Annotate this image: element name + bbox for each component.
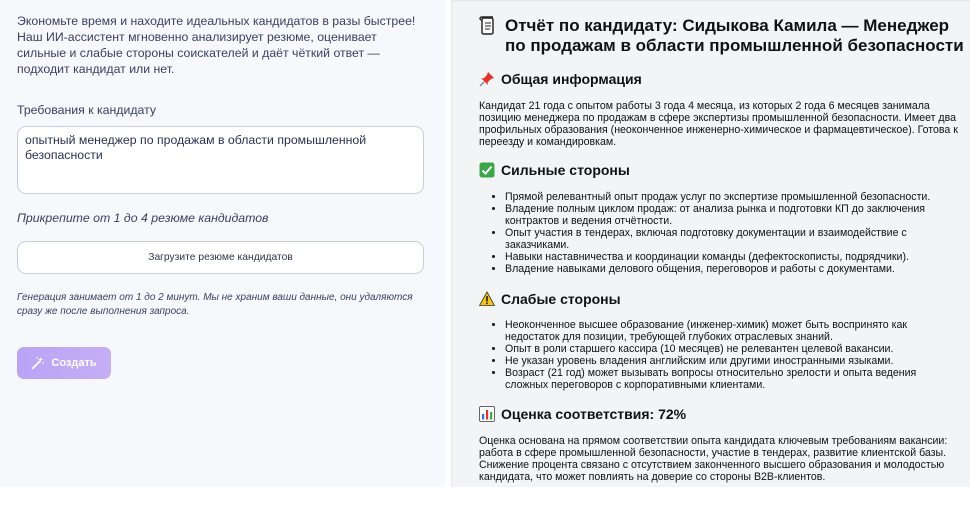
check-mark-icon: [479, 162, 495, 178]
requirements-label: Требования к кандидату: [17, 103, 156, 117]
list-item: • Навыки наставничества и координации команды (дефектоскописты, подрядчики).: [505, 251, 955, 263]
list-item: • Опыт в роли старшего кассира (10 месяцев) не релевантен целевой вакансии.: [505, 343, 955, 355]
score-text: Оценка основана на прямом соответствии опыта кандидата ключевым требованиям вакансии: работа в сфере промышленной безопасности, участие в тендерах, развитие клиентской базы. Снижение процента связано с отсутствием законченного высшего образования и молодостью кандидата, что может повлиять на доверие со стороны B2B-клиентов.: [479, 435, 948, 483]
scroll-icon: [479, 16, 497, 36]
list-item: • Опыт участия в тендерах, включая подготовку документации и взаимодействие с заказчиками.: [505, 227, 955, 251]
bar-chart-icon: [479, 406, 495, 422]
generation-note: Генерация занимает от 1 до 2 минут. Мы не храним ваши данные, они удаляются сразу же после выполнения запроса.: [17, 292, 413, 317]
report-panel: [451, 0, 970, 487]
pushpin-icon: [479, 71, 495, 87]
warning-icon: [479, 291, 495, 307]
list-item: • Возраст (21 год) может вызывать вопросы относительно зрелости и опыта ведения сложных переговоров с корпоративными клиентами.: [505, 367, 955, 391]
list-item: • Владение навыками делового общения, переговоров и работы с документами.: [505, 263, 955, 275]
strengths-list: [505, 191, 955, 275]
score-heading: Оценка соответствия: 72%: [479, 406, 686, 422]
create-button[interactable]: [17, 347, 111, 379]
attach-resumes-label: Прикрепите от 1 до 4 резюме кандидатов: [17, 211, 269, 225]
list-item: • Неоконченное высшее образование (инженер-химик) может быть воспринято как недостаток для позиции, требующей глубоких отраслевых знаний.: [505, 319, 955, 343]
intro-text: Экономьте время и находите идеальных кандидатов в разы быстрее! Наш ИИ-ассистент мгновенно анализирует резюме, оценивает сильные и слабые стороны соискателей и даёт чёткий ответ — подходит кандидат или нет.: [17, 14, 416, 76]
request-form-panel: [0, 0, 445, 487]
requirements-textarea[interactable]: опытный менеджер по продажам в области промышленной безопасности: [17, 126, 424, 194]
create-button-label: Создать: [51, 357, 97, 369]
general-info-text: Кандидат 21 года с опытом работы 3 года 4 месяца, из которых 2 года 6 месяцев занимала позицию менеджера по продажам в сфере экспертизы промышленной безопасности. Имеет два профильных образования (неоконченное инженерно-химическое и фармацевтическое). Готова к переезду и командировкам.: [479, 100, 958, 148]
list-item: • Не указан уровень владения английским или другими иностранными языками.: [505, 355, 955, 367]
report-title-text: Отчёт по кандидату: Сидыкова Камила — Менеджер по продажам в области промышленной безопасности: [505, 16, 964, 55]
list-item: • Владение полным циклом продаж: от анализа рынка и подготовки КП до заключения контрактов и ведения отчётности.: [505, 203, 955, 227]
upload-resumes-button[interactable]: Загрузите резюме кандидатов: [17, 241, 424, 274]
strengths-heading: Сильные стороны: [479, 162, 630, 178]
magic-wand-icon: [31, 356, 45, 370]
general-info-heading: Общая информация: [479, 71, 642, 87]
list-item: • Прямой релевантный опыт продаж услуг по экспертизе промышленной безопасности.: [505, 191, 955, 203]
report-title: [479, 16, 964, 56]
weaknesses-heading: Слабые стороны: [479, 291, 621, 307]
weaknesses-list: [505, 319, 955, 391]
